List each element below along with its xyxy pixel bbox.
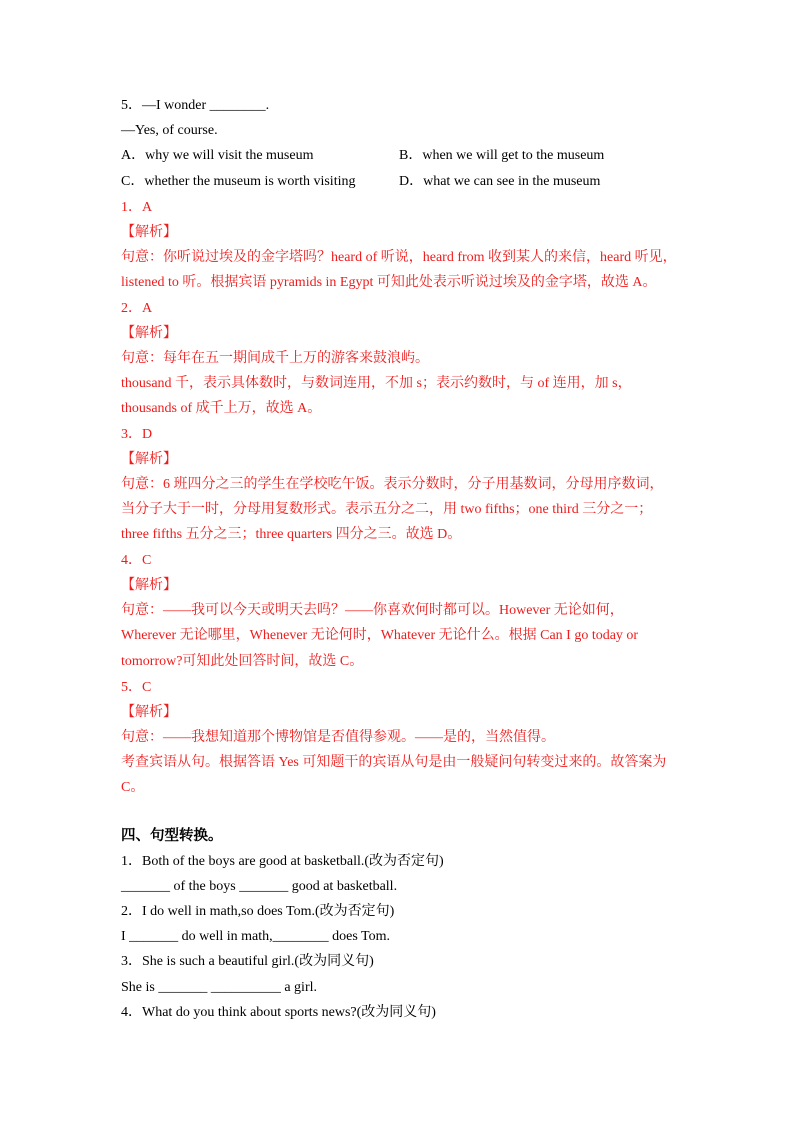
analysis-text: 句意：——我想知道那个博物馆是否值得参观。——是的，当然值得。 xyxy=(121,730,555,745)
analysis-text: thousands of 成千上万，故选 A。 xyxy=(121,401,322,416)
exercise-item: 3．She is such a beautiful girl.(改为同义句) xyxy=(121,954,374,969)
q5-option-c: C．whether the museum is worth visiting xyxy=(121,174,356,189)
answer-number: 4．C xyxy=(121,553,152,568)
analysis-text: 句意：6 班四分之三的学生在学校吃午饭。表示分数时，分子用基数词，分母用序数词， xyxy=(121,477,664,492)
exercise-item: 1．Both of the boys are good at basketball.(改为否定句) xyxy=(121,854,444,869)
analysis-text: 句意：你听说过埃及的金字塔吗？heard of 听说，heard from 收到某人的来信，heard 听见， xyxy=(121,250,677,265)
exercise-blank-line: She is _______ __________ a girl. xyxy=(121,980,317,995)
q5-option-b: B．when we will get to the museum xyxy=(399,148,605,163)
answer-number: 5．C xyxy=(121,680,152,695)
analysis-text: 当分子大于一时，分母用复数形式。表示五分之二，用 two fifths；one third 三分之一； xyxy=(121,502,653,517)
analysis-text: three fifths 五分之三；three quarters 四分之三。故选 D。 xyxy=(121,527,462,542)
analysis-text: thousand 千，表示具体数时，与数词连用，不加 s；表示约数时，与 of 连用，加 s， xyxy=(121,376,632,391)
analysis-text: tomorrow?可知此处回答时间，故选 C。 xyxy=(121,654,364,669)
exercise-item: 4．What do you think about sports news?(改为同义句) xyxy=(121,1005,436,1020)
analysis-text: C。 xyxy=(121,780,145,795)
analysis-tag: 【解析】 xyxy=(121,225,177,240)
analysis-tag: 【解析】 xyxy=(121,705,177,720)
analysis-text: 句意：——我可以今天或明天去吗？——你喜欢何时都可以。However 无论如何， xyxy=(121,603,624,618)
answer-number: 1．A xyxy=(121,200,153,215)
q5-stem: 5．—I wonder ________. xyxy=(121,98,270,113)
q5-reply: —Yes, of course. xyxy=(121,123,218,138)
answer-number: 2．A xyxy=(121,301,153,316)
analysis-text: 考查宾语从句。根据答语 Yes 可知题干的宾语从句是由一般疑问句转变过来的。故答案为 xyxy=(121,755,667,770)
section-heading: 四、句型转换。 xyxy=(121,828,223,844)
exercise-blank-line: I _______ do well in math,________ does Tom. xyxy=(121,929,391,944)
analysis-text: listened to 听。根据宾语 pyramids in Egypt 可知此处表示听说过埃及的金字塔，故选 A。 xyxy=(121,275,657,290)
q5-option-d: D．what we can see in the museum xyxy=(399,174,601,189)
exercise-blank-line: _______ of the boys _______ good at basketball. xyxy=(121,879,398,894)
answer-number: 3．D xyxy=(121,427,153,442)
analysis-tag: 【解析】 xyxy=(121,578,177,593)
exercise-item: 2．I do well in math,so does Tom.(改为否定句) xyxy=(121,904,395,919)
analysis-text: 句意：每年在五一期间成千上万的游客来鼓浪屿。 xyxy=(121,351,429,366)
analysis-tag: 【解析】 xyxy=(121,452,177,467)
analysis-tag: 【解析】 xyxy=(121,326,177,341)
analysis-text: Wherever 无论哪里，Whenever 无论何时，Whatever 无论什么。根据 Can I go today or xyxy=(121,628,639,643)
q5-option-a: A．why we will visit the museum xyxy=(121,148,314,163)
